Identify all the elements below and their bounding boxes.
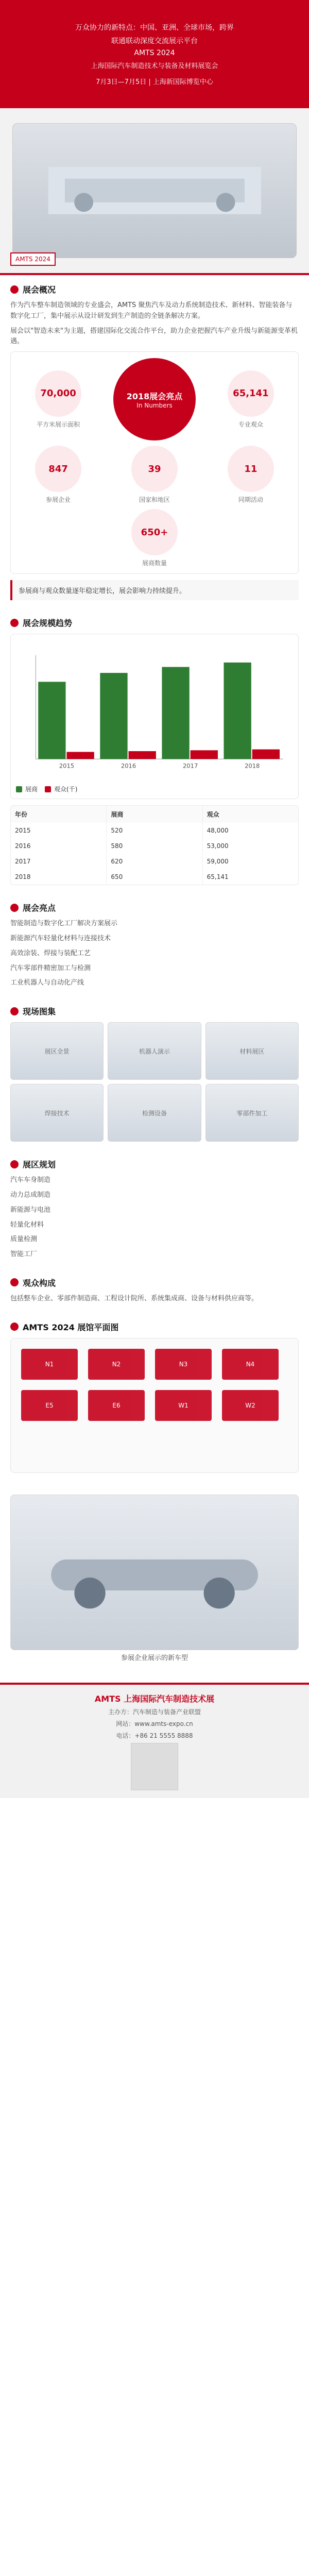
gallery-title [10, 1005, 299, 1017]
map-title-text: AMTS 2024 展馆平面图 [23, 1322, 119, 1332]
x-tick-label: 2018 [245, 762, 260, 770]
highlight-item: 高效涂装、焊接与装配工艺 [10, 949, 91, 957]
bar [252, 750, 280, 759]
zone-item: 质量检测 [10, 1235, 38, 1244]
stat-label: 参展企业 [46, 496, 71, 504]
hero-illustration [27, 143, 283, 238]
gallery-thumb: 零部件加工 [205, 1084, 299, 1142]
hall-block: N4 [222, 1349, 279, 1380]
zone-item: 轻量化材料 [10, 1221, 44, 1229]
stat-label: 展商数量 [142, 560, 167, 567]
stats-extra-row [17, 509, 292, 567]
table-cell: 65,141 [207, 873, 229, 881]
highlights-title-text: 展会亮点 [23, 903, 56, 913]
table-cell: 2017 [11, 854, 107, 869]
hall-block: W2 [222, 1390, 279, 1421]
gallery-thumb: 机器人演示 [108, 1022, 201, 1080]
car-section [0, 1481, 309, 1672]
hall-block: N2 [88, 1349, 145, 1380]
hall-block: E6 [88, 1390, 145, 1421]
trend-chart [16, 642, 293, 782]
title-dot-icon [10, 1323, 19, 1331]
stat-bubble: 650+ [131, 509, 178, 555]
stat-item [113, 446, 196, 504]
stat-label: 国家和地区 [139, 496, 170, 504]
audiences-paragraph: 包括整车企业、零部件制造商、工程设计院所、系统集成商、设备与材料供应商等。 [10, 1294, 259, 1302]
title-dot-icon [10, 1278, 19, 1286]
stat-item [17, 370, 99, 429]
gallery-thumb: 展区全景 [10, 1022, 104, 1080]
zones-section [0, 1150, 309, 1268]
car-illustration [25, 1518, 284, 1626]
zones-title [10, 1158, 299, 1170]
intro-title [10, 283, 299, 295]
stats-center-cn: 2018展会亮点 [126, 391, 183, 401]
trend-section [0, 608, 309, 893]
title-dot-icon [10, 619, 19, 627]
bar [191, 750, 218, 759]
table-header: 展商 [107, 806, 202, 823]
zone-item: 动力总成制造 [10, 1191, 51, 1199]
highlight-item: 智能制造与数字化工厂解决方案展示 [10, 920, 118, 928]
audiences-title [10, 1277, 299, 1289]
audiences-title-text: 观众构成 [23, 1278, 56, 1288]
intro-paragraph-1: 作为汽车整车制造领域的专业盛会，AMTS 聚焦汽车及动力系统制造技术、新材料、智能装备与数字化工厂，集中展示从设计研发到生产制造的全链条解决方案。 [10, 301, 293, 320]
intro-section [0, 275, 309, 608]
footer-brand: AMTS 上海国际汽车制造技术展 [94, 1693, 215, 1704]
intro-title-text: 展会概况 [23, 285, 56, 295]
bar [38, 682, 65, 759]
stat-label: 同期活动 [238, 496, 263, 504]
stat-bubble: 39 [131, 446, 178, 492]
legend-item [16, 785, 38, 793]
hall-map [10, 1338, 299, 1473]
legend-swatch [16, 786, 22, 792]
chart-card [10, 634, 299, 799]
top-header [0, 0, 309, 108]
car-caption: 参展企业展示的新车型 [121, 1654, 188, 1662]
car-image [10, 1495, 299, 1650]
stats-bottom-row [17, 446, 292, 504]
zone-item: 汽车车身制造 [10, 1176, 51, 1184]
hall-block: E5 [21, 1390, 78, 1421]
hall-block: N3 [155, 1349, 212, 1380]
zones-title-text: 展区规划 [23, 1160, 56, 1170]
highlight-item: 工业机器人与自动化产线 [10, 979, 84, 987]
hall-block: W1 [155, 1390, 212, 1421]
footer-line-1: 主办方：汽车制造与装备产业联盟 [108, 1708, 201, 1716]
stat-bubble: 847 [35, 446, 81, 492]
stat-item [210, 446, 292, 504]
table-row [11, 838, 298, 854]
stat-item [210, 370, 292, 429]
qr-code [131, 1743, 178, 1790]
highlight-item: 汽车零部件精密加工与检测 [10, 964, 91, 972]
map-title [10, 1321, 299, 1333]
title-dot-icon [10, 285, 19, 294]
legend-item [45, 785, 77, 793]
stat-bubble: 11 [228, 446, 274, 492]
legend-label: 观众(千) [54, 786, 78, 793]
bar [162, 667, 189, 759]
map-section [0, 1313, 309, 1481]
hall-block: N1 [21, 1349, 78, 1380]
header-line-2: 联通联动深度交流展示平台 [111, 37, 198, 45]
x-tick-label: 2015 [59, 762, 75, 770]
highlight-banner: 参展商与观众数量逐年稳定增长，展会影响力持续提升。 [10, 580, 299, 600]
stats-center-en: In Numbers [136, 401, 173, 409]
intro-paragraph-2: 展会以"智造未来"为主题，搭建国际化交流合作平台，助力企业把握汽车产业升级与新能源变革机遇。 [10, 327, 298, 346]
table-header: 观众 [207, 811, 219, 819]
legend-label: 展商 [25, 786, 38, 793]
stats-top-row [17, 358, 292, 440]
trend-title [10, 617, 299, 629]
header-line-3: AMTS 2024 [134, 49, 175, 57]
stats-card [10, 351, 299, 574]
table-cell: 650 [107, 869, 202, 885]
hero-image [12, 123, 297, 258]
table-cell: 48,000 [207, 827, 229, 835]
bar [66, 752, 94, 759]
table-cell: 620 [107, 854, 202, 869]
bar [100, 673, 127, 759]
table-row [11, 869, 298, 885]
table-header: 年份 [11, 806, 107, 823]
footer-line-3: 电话：+86 21 5555 8888 [116, 1732, 193, 1739]
stat-label: 专业观众 [238, 420, 263, 428]
gallery-title-text: 现场图集 [23, 1007, 56, 1017]
chart-legend [16, 785, 293, 793]
footer [0, 1683, 309, 1798]
table-cell: 53,000 [207, 842, 229, 850]
stat-item [113, 509, 196, 567]
trend-title-text: 展会规模趋势 [23, 618, 73, 629]
gallery-thumb: 焊接技术 [10, 1084, 104, 1142]
title-dot-icon [10, 1160, 19, 1168]
stat-bubble: 70,000 [35, 370, 81, 417]
table-cell: 580 [107, 838, 202, 854]
highlights-title [10, 902, 299, 913]
bar [224, 663, 251, 759]
stat-bubble: 65,141 [228, 370, 274, 417]
table-cell: 520 [107, 823, 202, 838]
legend-swatch [45, 786, 51, 792]
gallery-thumb: 材料展区 [205, 1022, 299, 1080]
table-cell: 59,000 [207, 858, 229, 866]
zone-item: 智能工厂 [10, 1250, 38, 1259]
footer-line-2: 网站：www.amts-expo.cn [116, 1720, 193, 1727]
stats-center [113, 358, 196, 440]
bar [129, 751, 156, 759]
title-dot-icon [10, 1007, 19, 1015]
header-subtitle: 上海国际汽车制造技术与装备及材料展览会 [91, 62, 218, 70]
stat-label: 平方米展示面积 [37, 420, 80, 428]
gallery-grid [10, 1022, 299, 1142]
x-tick-label: 2017 [182, 762, 198, 770]
table-row [11, 823, 298, 838]
stat-item [17, 446, 99, 504]
table-head [11, 806, 298, 823]
gallery-section [0, 997, 309, 1150]
table-cell: 2016 [11, 838, 107, 854]
audiences-section [0, 1268, 309, 1313]
table-cell: 2015 [11, 823, 107, 838]
highlight-item: 新能源汽车轻量化材料与连接技术 [10, 934, 111, 942]
hero-caption: AMTS 2024 [10, 252, 56, 266]
zone-item: 新能源与电池 [10, 1206, 51, 1214]
table-cell: 2018 [11, 869, 107, 885]
stats-table [10, 805, 299, 885]
hero-section [0, 108, 309, 275]
header-line-1: 万众协力的新特点：中国、亚洲、全球市场，跨界 [75, 24, 234, 32]
highlights-section [0, 893, 309, 997]
title-dot-icon [10, 904, 19, 912]
x-tick-label: 2016 [121, 762, 136, 770]
gallery-thumb: 检测设备 [108, 1084, 201, 1142]
table-row [11, 854, 298, 869]
header-date: 7月3日—7月5日 | 上海新国际博览中心 [96, 78, 213, 86]
